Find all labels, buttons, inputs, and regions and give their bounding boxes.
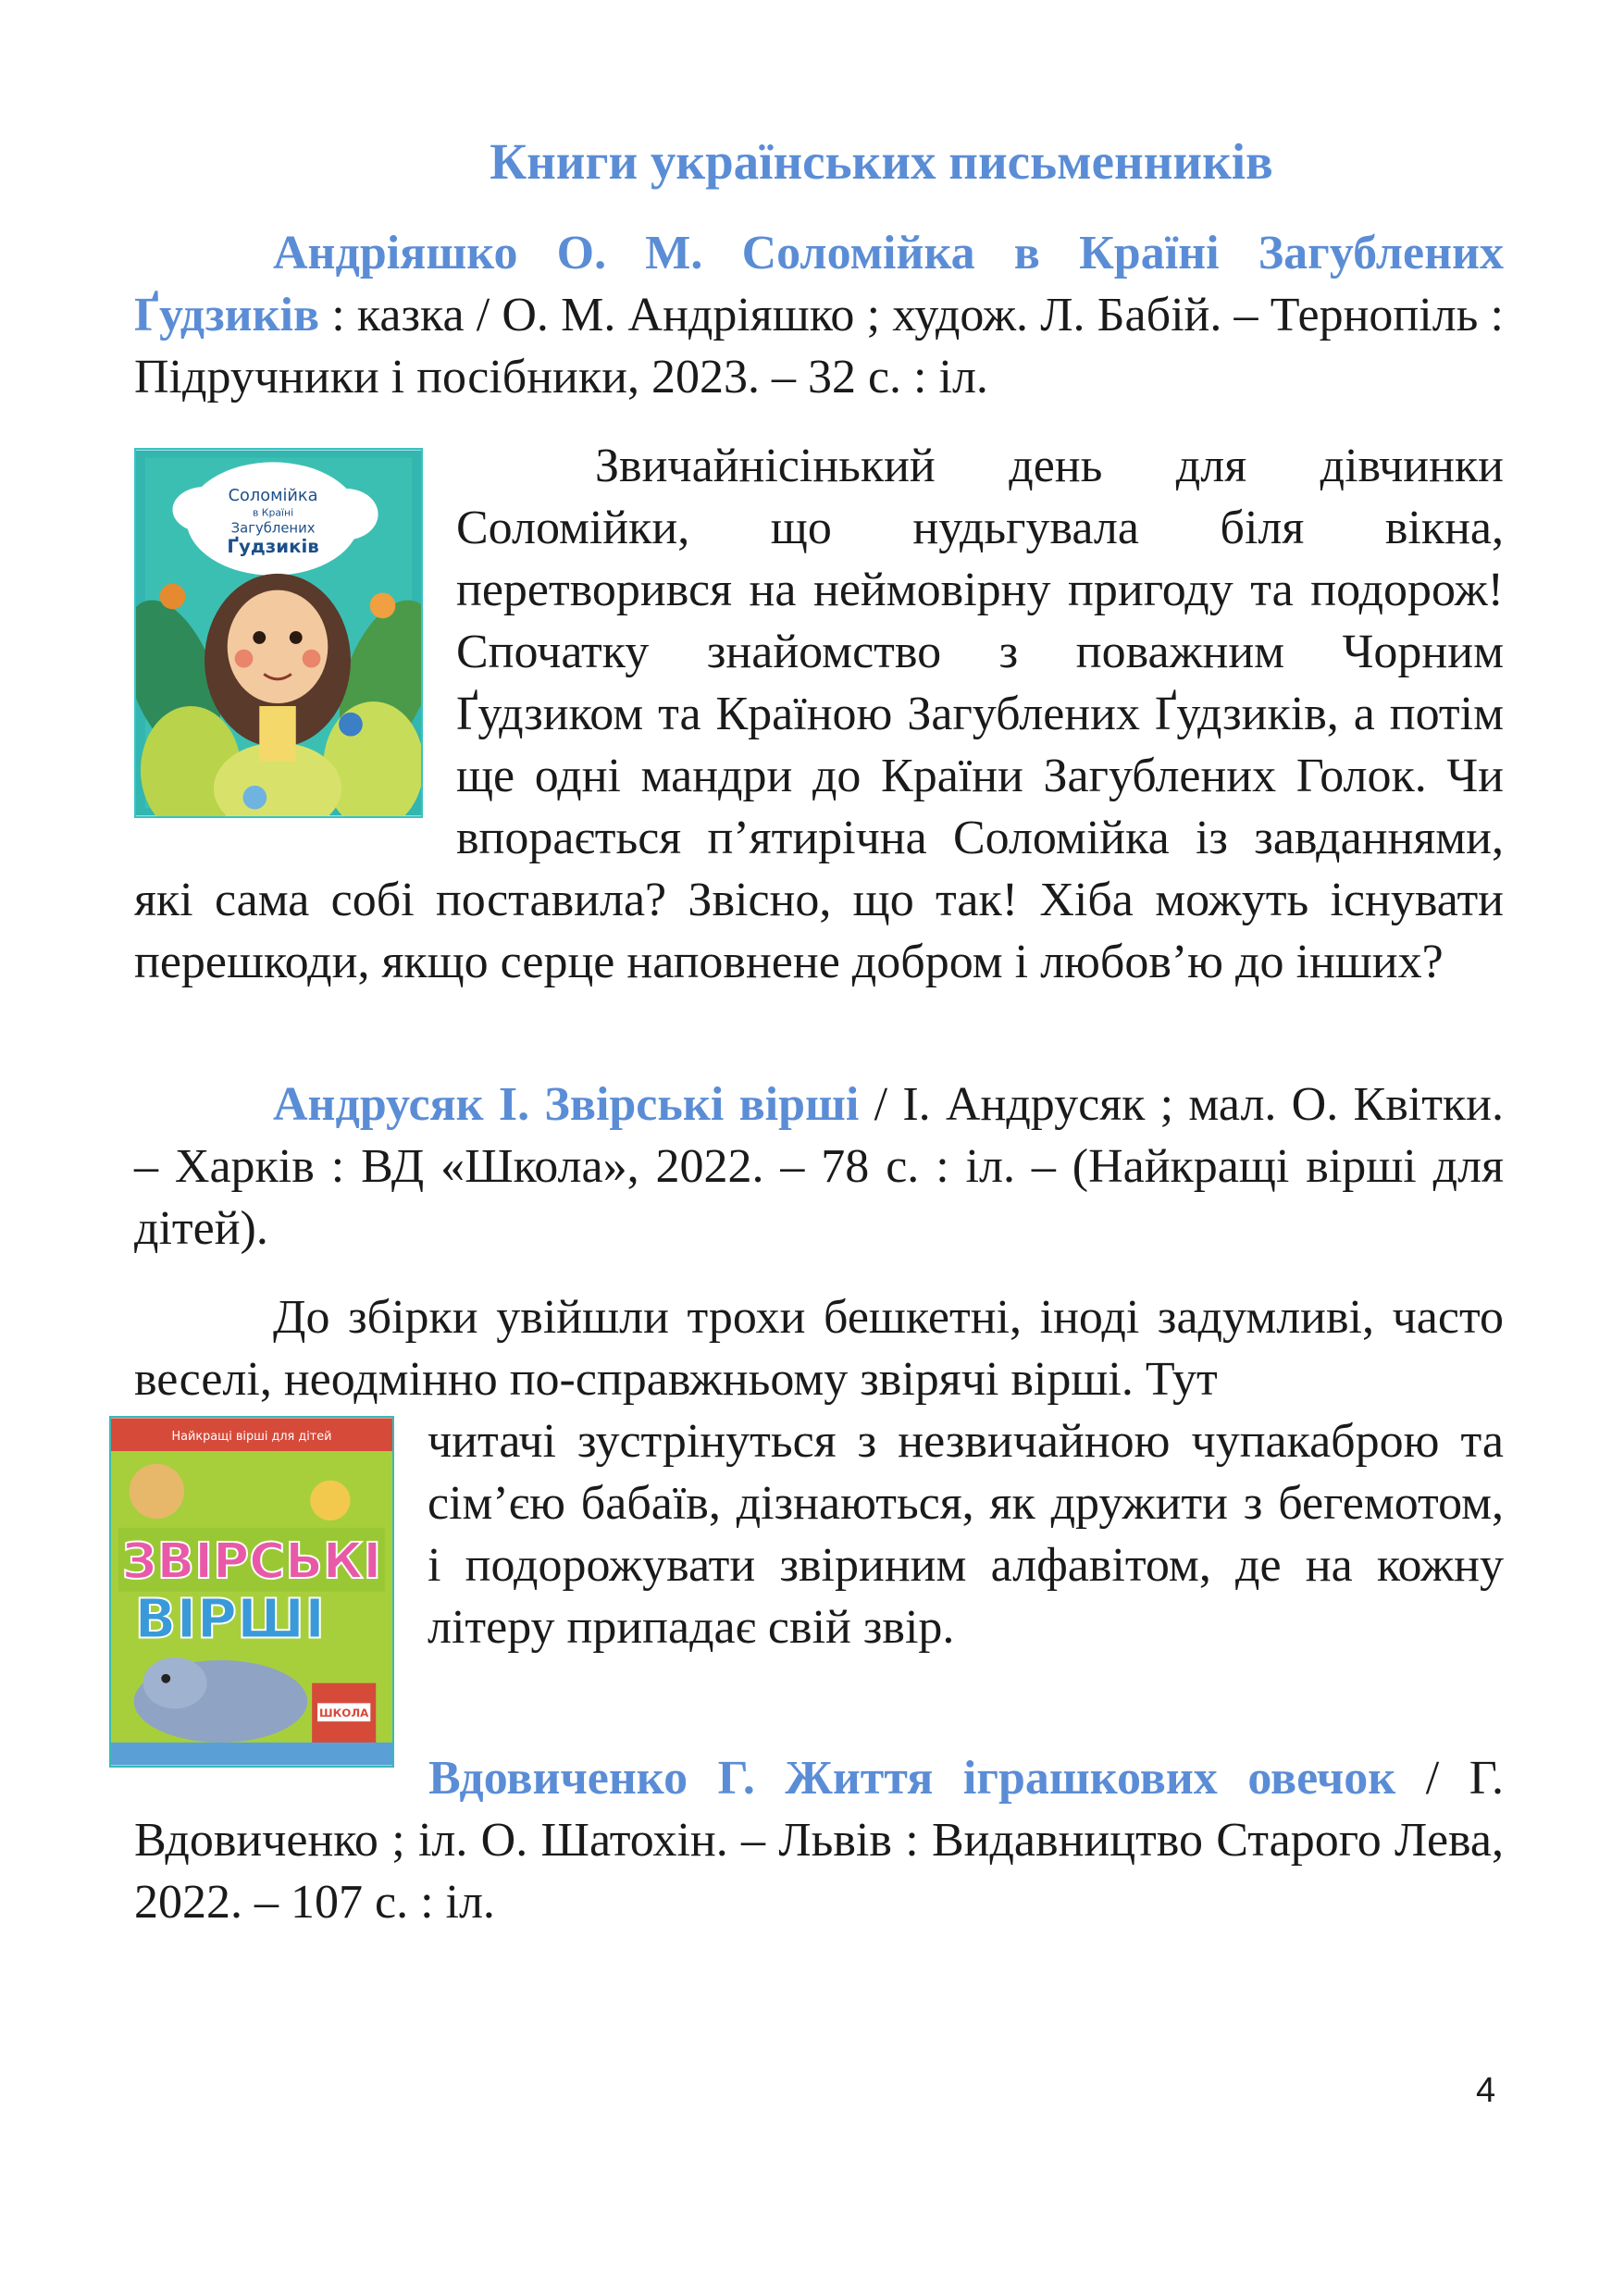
book1-description-block — [134, 435, 1504, 993]
book2-cover-series: Найкращі вірші для дітей — [171, 1430, 332, 1445]
book2-title: Андрусяк І. Звірські вірші — [273, 1078, 860, 1131]
book2-cover-image — [109, 1416, 394, 1768]
book2-cover-title-line2: ВІРШІ — [134, 1586, 326, 1651]
book2-cover — [121, 1410, 394, 1768]
book1-cover-image — [134, 448, 423, 818]
book2-biblio: / І. Андрусяк ; мал. О. Квітки. – Харків : ВД «Школа», 2022. – 78 с. : іл. – (Найкращі вірші для дітей). — [134, 1078, 1505, 1255]
book1-cover-title-line2: в Країні — [252, 506, 294, 519]
book2-cover-publisher: ШКОЛА — [319, 1706, 369, 1720]
page-number: 4 — [1476, 2071, 1496, 2110]
book1-description: Звичайнісінький день для дівчинки Соломійки, що нудьгувала біля вікна, перетворився на неймовірну пригоду та подорож! Спочатку знайомство з поважним Чорним Ґудзиком та Країною Загублених Ґудзиків, а потім ще одні мандри до Країни Загублених Голок. Чи впорається п’ятирічна Соломійка із завданнями, які сама собі поставила? Звісно, що так! Хіба можуть існувати перешкоди, якщо серце наповнене добром і любов’ю до інших? — [134, 440, 1504, 988]
book1-cover — [134, 435, 423, 824]
book2-cover-title-line1: ЗВІРСЬКІ — [121, 1533, 382, 1591]
book1-cover-title-line4: Ґудзиків — [227, 536, 319, 558]
book1-entry — [134, 222, 1504, 408]
book3-biblio: / Г. Вдовиченко ; іл. О. Шатохін. – Львів : Видавництво Старого Лева, 2022. – 107 с. : іл. — [134, 1752, 1504, 1929]
book1-cover-title-line3: Загублених — [230, 520, 316, 537]
book3-title: Вдовиченко Г. Життя іграшкових овечок — [428, 1752, 1396, 1805]
book3-entry — [134, 1747, 1504, 1933]
book1-cover-title-line1: Соломійка — [228, 486, 318, 505]
book2-description-part1: До збірки увійшли трохи бешкетні, іноді задумливі, часто веселі, неодмінно по-справжньому звірячі вірші. Тут — [134, 1291, 1504, 1406]
book1-biblio: : казка / О. М. Андріяшко ; худож. Л. Бабій. – Тернопіль : Підручники і посібники, 2023. – 32 с. : іл. — [134, 289, 1504, 403]
book2-entry — [134, 1074, 1504, 1260]
book1-title: Андріяшко О. М. Соломійка в Країні Загублених Ґудзиків — [134, 227, 1504, 341]
book2-description-block — [121, 1410, 1504, 1768]
page-heading: Книги українських письменників — [490, 133, 1273, 190]
book2-description-part2: читачі зустрінуться з незвичайною чупакаброю та сім’єю бабаїв, дізнаються, як дружити з бегемотом, і подорожувати звіриним алфавітом, де на кожну літеру припадає свій звір. — [428, 1415, 1504, 1654]
